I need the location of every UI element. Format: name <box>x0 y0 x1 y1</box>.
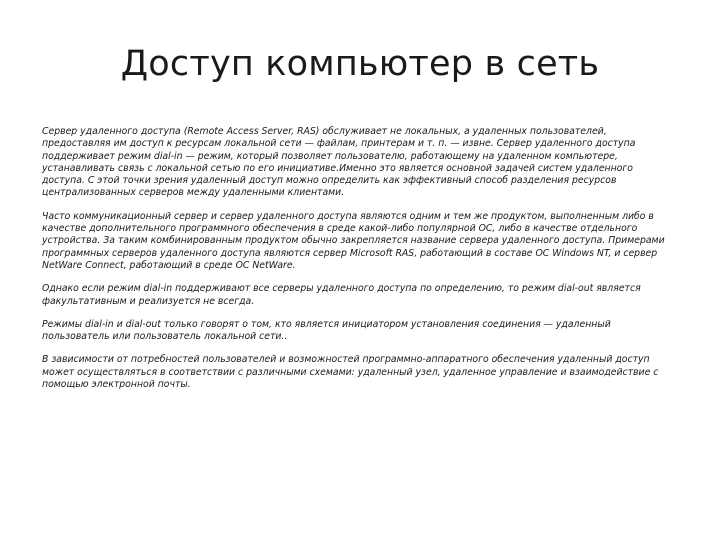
slide-body <box>42 126 672 402</box>
paragraph-dial-out: Однако если режим dial-in поддерживают все серверы удаленного доступа по определению, то режим dial-out является факультативным и реализуется не всегда. <box>42 283 641 307</box>
paragraph-access-schemes: В зависимости от потребностей пользователей и возможностей программно-аппаратного обеспечения удаленный доступ может осуществляться в соответствии с различными схемами: удаленный узел, удаленное управление и взаимодействие с помощью электронной почты. <box>42 354 659 391</box>
slide-title: Доступ компьютер в сеть <box>120 44 600 84</box>
paragraph-combined-products: Часто коммуникационный сервер и сервер удаленного доступа являются одним и тем же продуктом, выполненным либо в качестве дополнительного программного обеспечения в среде какой-либо популярной ОС, либо в качестве отдельного устройства. За таким комбинированным продуктом обычно закрепляется название сервера удаленного доступа. Примерами программных серверов удаленного доступа являются сервер Microsoft RAS, работающий в составе ОС Windows NT, и сервер NetWare Connect, работающий в среде ОС NetWare. <box>42 210 665 271</box>
paragraph-dial-modes: Режимы dial-in и dial-out только говорят о том, кто является инициатором установления соединения — удаленный пользователь или пользователь локальной сети.. <box>42 318 611 343</box>
paragraph-ras-definition: Сервер удаленного доступа (Remote Access Server, RAS) обслуживает не локальных, а удаленных пользователей, предоставляя им доступ к ресурсам локальной сети — файлам, принтерам и т. п. — извне. Сервер удаленного доступа поддерживает режим dial-in — режим, который позволяет пользователю, работающему на удаленном компьютере, устанавливать связь с локальной сетью по его инициативе.Именно это является основной задачей систем удаленного доступа. С этой точки зрения удаленный доступ можно определить как эффективный способ разделения ресурсов централизованных серверов между удаленными клиентами. <box>42 126 636 199</box>
